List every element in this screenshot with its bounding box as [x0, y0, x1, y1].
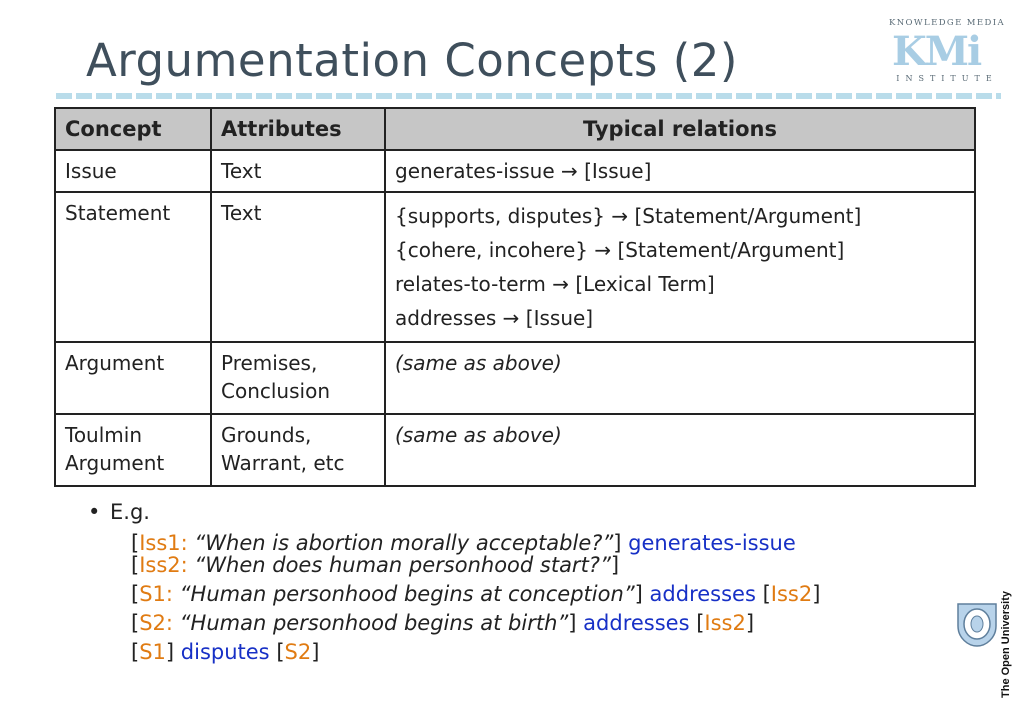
- statement-text: “Human personhood begins at birth”: [172, 611, 569, 635]
- cell-text: {cohere, incohere} → [Statement/Argument]: [395, 238, 845, 262]
- cell-concept: [55, 342, 211, 414]
- cell-attributes: [211, 192, 385, 342]
- cell-attributes: [211, 150, 385, 192]
- cell-text: (same as above): [395, 423, 562, 447]
- open-university-text: The Open University: [1000, 591, 1012, 698]
- statement-id: S2:: [139, 611, 173, 635]
- statement-text: “Human personhood begins at conception”: [172, 582, 635, 606]
- issue-id: Iss1:: [139, 531, 188, 555]
- cell-concept: [55, 192, 211, 342]
- kmi-logo-letters: KMi: [892, 28, 981, 75]
- concepts-table: [54, 107, 976, 487]
- bracket: ]: [610, 553, 620, 577]
- bracket: ]: [165, 640, 175, 664]
- cell-text: relates-to-term → [Lexical Term]: [395, 272, 715, 296]
- statement-id: S1:: [139, 582, 173, 606]
- cell-relations: [385, 150, 975, 192]
- bullet-eg: [88, 500, 150, 524]
- bullet-dot-icon: •: [88, 500, 101, 524]
- bracket: [: [131, 640, 140, 664]
- kmi-logo-top-text: KNOWLEDGE MEDIA: [888, 18, 1006, 28]
- cell-attributes: [211, 342, 385, 414]
- example-line: [131, 581, 820, 607]
- bracket: ]: [812, 582, 821, 606]
- cell-text: Issue: [65, 159, 117, 183]
- bracket: ]: [613, 531, 622, 555]
- examples-block: [131, 530, 820, 665]
- table-row: [55, 192, 975, 342]
- issue-text: “When is abortion morally acceptable?”: [187, 531, 614, 555]
- open-university-wordmark: [996, 591, 1018, 700]
- example-line: [131, 610, 820, 636]
- cell-text: Toulmin: [65, 423, 143, 447]
- relation-name: addresses: [576, 611, 697, 635]
- table-row: [55, 150, 975, 192]
- header-concept: Concept: [55, 108, 211, 150]
- cell-text: Statement: [65, 201, 171, 225]
- slide-title: Argumentation Concepts (2): [86, 34, 738, 87]
- header-attributes: Attributes: [211, 108, 385, 150]
- example-line: [131, 639, 820, 665]
- cell-text: Text: [221, 201, 262, 225]
- bracket: ]: [745, 611, 755, 635]
- open-university-shield-icon: [956, 602, 998, 648]
- relation-name: addresses: [642, 582, 763, 606]
- table-header-row: [55, 108, 975, 150]
- cell-text: generates-issue → [Issue]: [395, 159, 652, 183]
- bracket: [: [762, 582, 771, 606]
- header-typical-relations: Typical relations: [385, 108, 975, 150]
- kmi-logo-bottom-text: INSTITUTE: [896, 74, 998, 83]
- bracket: [: [276, 640, 285, 664]
- bracket: [: [696, 611, 705, 635]
- target-id: Iss2: [704, 611, 746, 635]
- bracket: ]: [568, 611, 577, 635]
- bracket: [: [131, 582, 140, 606]
- table-row: [55, 342, 975, 414]
- cell-relations: [385, 342, 975, 414]
- bracket: [: [131, 553, 140, 577]
- cell-concept: [55, 414, 211, 486]
- cell-text: addresses → [Issue]: [395, 306, 594, 330]
- cell-text: {supports, disputes} → [Statement/Argument]: [395, 204, 862, 228]
- relation-name: generates-issue: [621, 531, 796, 555]
- cell-text: Conclusion: [221, 379, 330, 403]
- target-id: Iss2: [770, 582, 813, 606]
- bracket: [: [131, 531, 140, 555]
- cell-text: Argument: [65, 451, 165, 475]
- cell-text: Premises,: [221, 351, 318, 375]
- cell-text: Argument: [65, 351, 165, 375]
- cell-text: Text: [221, 159, 262, 183]
- cell-text: Grounds,: [221, 423, 312, 447]
- cell-text: Warrant, etc: [221, 451, 345, 475]
- target-id: S2: [284, 640, 312, 664]
- cell-text: (same as above): [395, 351, 562, 375]
- cell-relations: [385, 414, 975, 486]
- relation-name: disputes: [174, 640, 277, 664]
- bullet-label: E.g.: [110, 500, 150, 524]
- bracket: [: [131, 611, 140, 635]
- cell-relations: [385, 192, 975, 342]
- bracket: ]: [634, 582, 643, 606]
- title-divider: [56, 93, 1001, 99]
- issue-id: Iss2:: [139, 553, 188, 577]
- cell-attributes: [211, 414, 385, 486]
- table-row: [55, 414, 975, 486]
- statement-id: S1: [139, 640, 166, 664]
- bracket: ]: [311, 640, 320, 664]
- cell-concept: [55, 150, 211, 192]
- kmi-logo: [888, 18, 1008, 86]
- issue-text: “When does human personhood start?”: [187, 553, 611, 577]
